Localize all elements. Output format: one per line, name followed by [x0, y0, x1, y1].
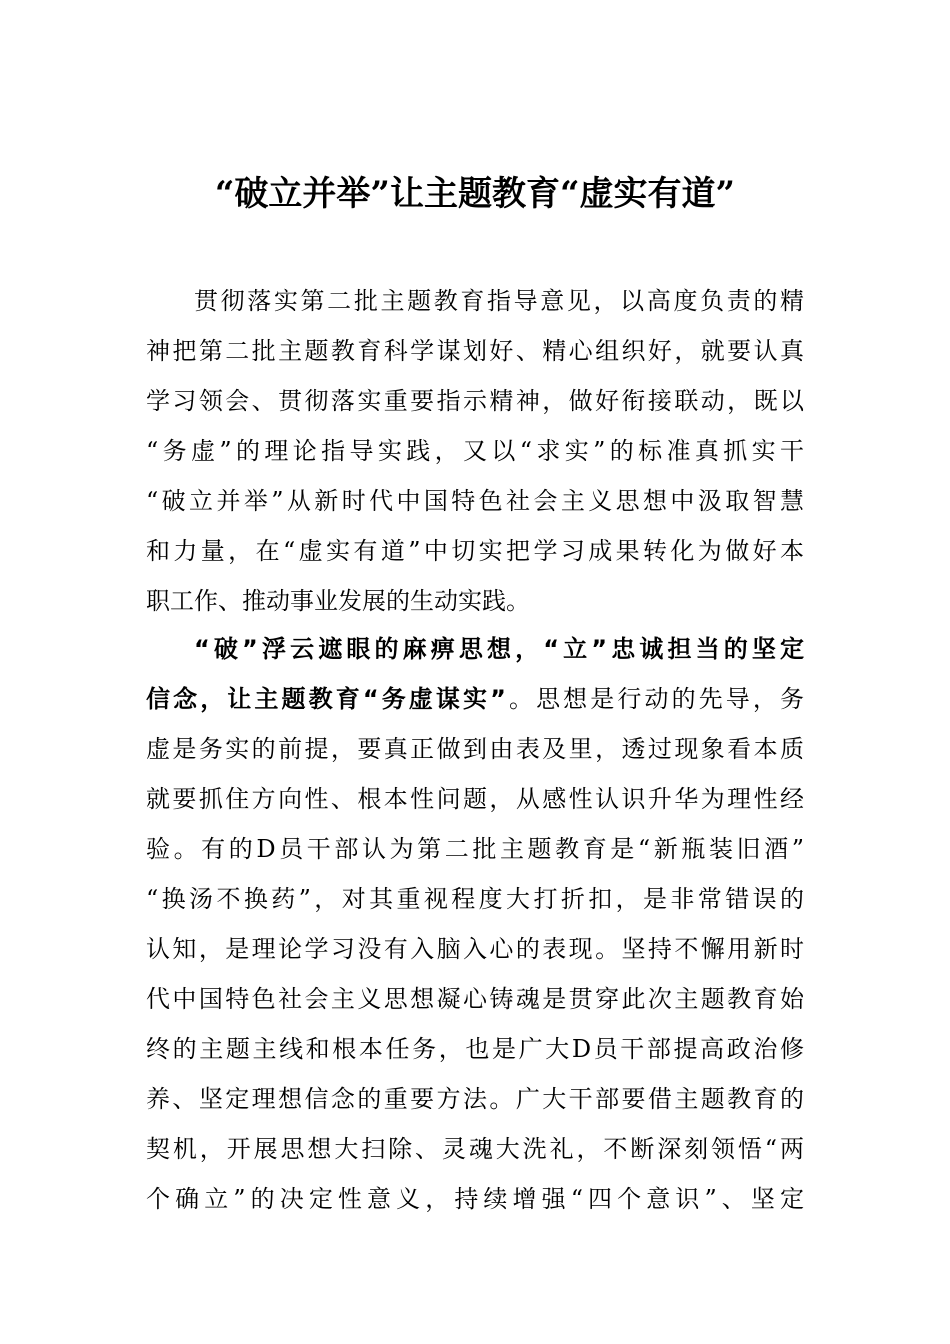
paragraph-line-mixed	[146, 674, 804, 724]
paragraph-line: 虚是务实的前提，要真正做到由表及里，透过现象看本质	[146, 735, 804, 763]
paragraph-line: 贯彻落实第二批主题教育指导意见，以高度负责的精	[194, 287, 804, 315]
paragraph-line: 职工作、推动事业发展的生动实践。	[146, 587, 530, 615]
paragraph-line: 代中国特色社会主义思想凝心铸魂是贯穿此次主题教育始	[146, 985, 804, 1013]
paragraph-line: “破立并举”从新时代中国特色社会主义思想中汲取智慧	[146, 487, 804, 515]
document-title: “破立并举”让主题教育“虚实有道”	[214, 174, 736, 214]
section-heading-fragment: 信念，让主题教育“务虚谋实”	[146, 685, 506, 713]
paragraph-line: 认知，是理论学习没有入脑入心的表现。坚持不懈用新时	[146, 935, 804, 963]
paragraph-line: “换汤不换药”，对其重视程度大打折扣，是非常错误的	[146, 885, 804, 913]
paragraph-line: 就要抓住方向性、根本性问题，从感性认识升华为理性经	[146, 785, 804, 813]
paragraph-line: “务虚”的理论指导实践，又以“求实”的标准真抓实干	[146, 437, 804, 465]
paragraph-line: 个确立”的决定性意义，持续增强“四个意识”、坚定	[146, 1185, 804, 1213]
paragraph-line: 终的主题主线和根本任务，也是广大D员干部提高政治修	[146, 1035, 804, 1063]
paragraph-line: 养、坚定理想信念的重要方法。广大干部要借主题教育的	[146, 1085, 804, 1113]
section-heading-line: “破”浮云遮眼的麻痹思想，“立”忠诚担当的坚定	[194, 635, 804, 663]
paragraph-fragment: 。思想是行动的先导，务	[505, 685, 804, 713]
paragraph-line: 验。有的D员干部认为第二批主题教育是“新瓶装旧酒”	[146, 835, 804, 863]
paragraph-line: 契机，开展思想大扫除、灵魂大洗礼，不断深刻领悟“两	[146, 1135, 804, 1163]
paragraph-line: 神把第二批主题教育科学谋划好、精心组织好，就要认真	[146, 337, 804, 365]
paragraph-line: 学习领会、贯彻落实重要指示精神，做好衔接联动，既以	[146, 387, 804, 415]
paragraph-line: 和力量，在“虚实有道”中切实把学习成果转化为做好本	[146, 537, 804, 565]
